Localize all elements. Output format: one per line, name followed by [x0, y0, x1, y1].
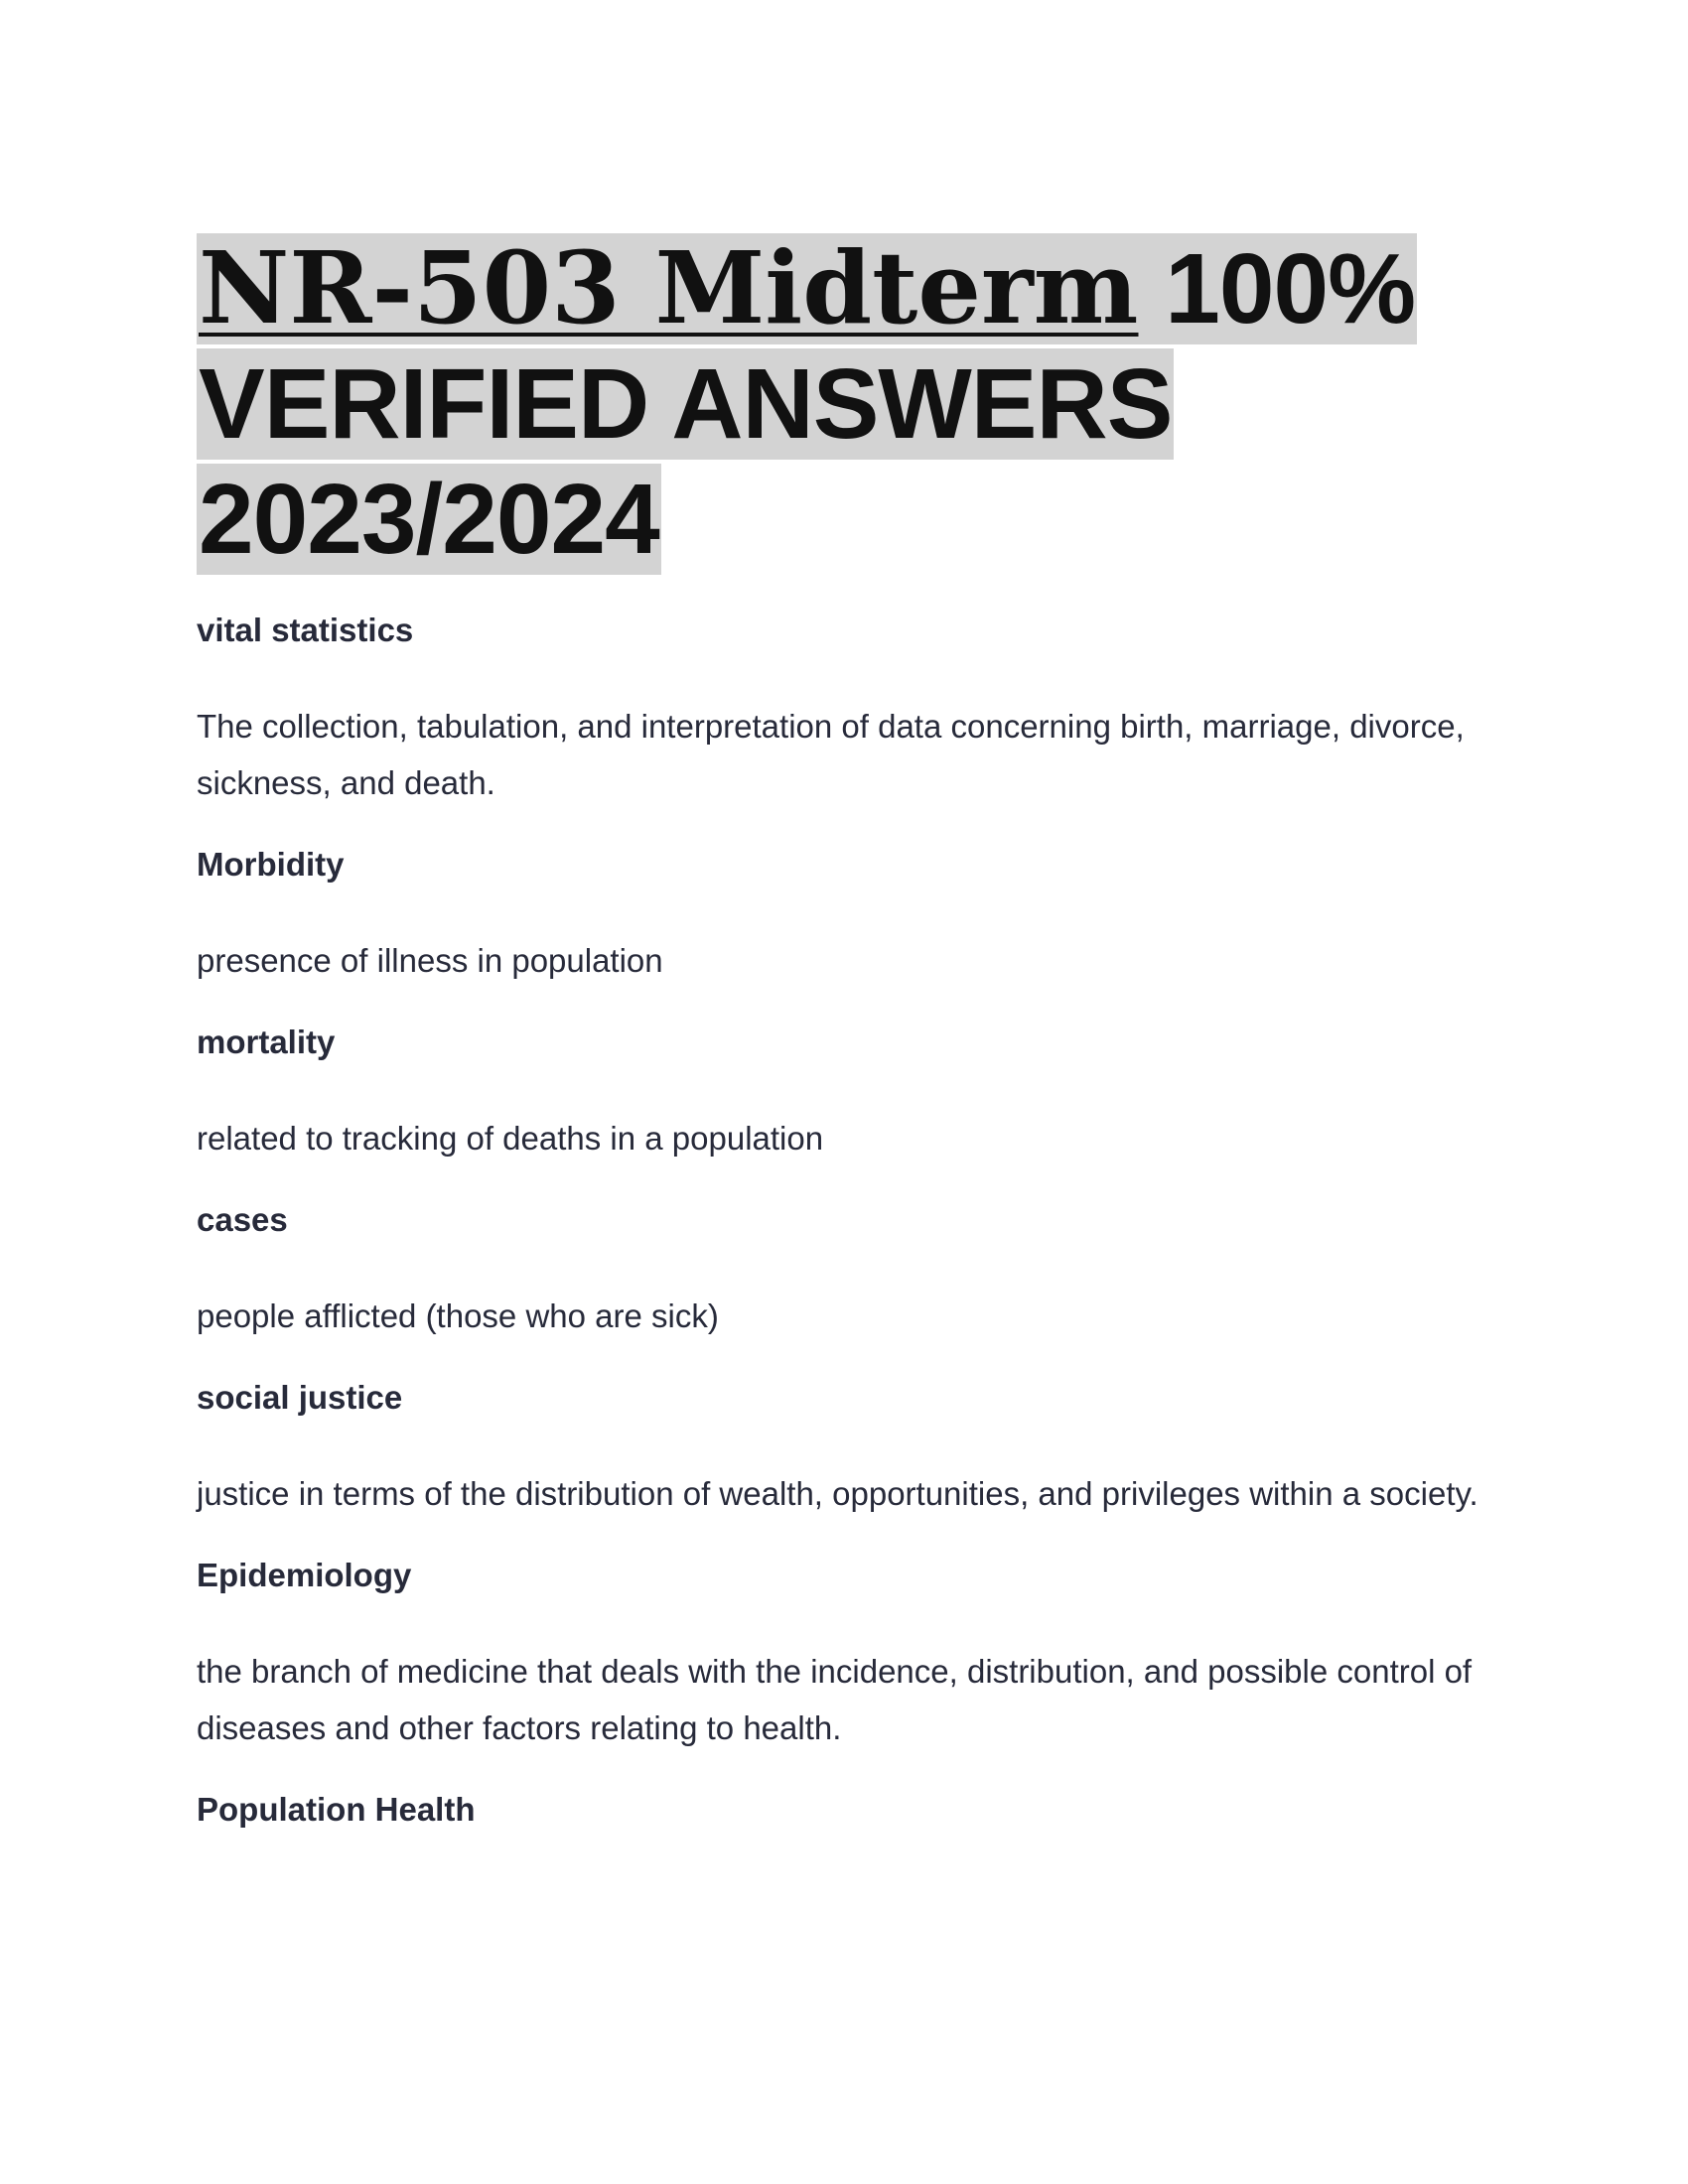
- term-definition: people afflicted (those who are sick): [197, 1297, 719, 1334]
- term-heading: Population Health: [197, 1791, 476, 1828]
- flashcard-entry: [197, 1021, 1507, 1166]
- term-definition: presence of illness in population: [197, 942, 663, 979]
- flashcard-entry: [197, 609, 1507, 811]
- flashcard-list: [197, 609, 1507, 1832]
- term-heading: mortality: [197, 1024, 336, 1060]
- flashcard-entry: [197, 843, 1507, 989]
- document-page: [197, 230, 1507, 1877]
- term-heading: social justice: [197, 1379, 403, 1416]
- term-definition: the branch of medicine that deals with the incidence, distribution, and possible control of diseases and other factors relating to health.: [197, 1653, 1473, 1746]
- term-heading: Morbidity: [197, 846, 345, 883]
- term-definition: justice in terms of the distribution of wealth, opportunities, and privileges within a society.: [197, 1475, 1478, 1512]
- flashcard-entry: [197, 1788, 1507, 1832]
- flashcard-entry: [197, 1376, 1507, 1522]
- term-heading: vital statistics: [197, 612, 414, 648]
- document-title-rest: 100% VERIFIED ANSWERS 2023/2024: [199, 233, 1416, 575]
- term-heading: Epidemiology: [197, 1557, 412, 1593]
- term-definition: related to tracking of deaths in a population: [197, 1120, 824, 1157]
- term-heading: cases: [197, 1201, 288, 1238]
- flashcard-entry: [197, 1198, 1507, 1344]
- document-title-course: NR-503 Midterm: [199, 229, 1139, 346]
- term-definition: The collection, tabulation, and interpretation of data concerning birth, marriage, divorce, sickness, and death.: [197, 708, 1465, 801]
- flashcard-entry: [197, 1554, 1507, 1756]
- document-title: [197, 230, 1507, 577]
